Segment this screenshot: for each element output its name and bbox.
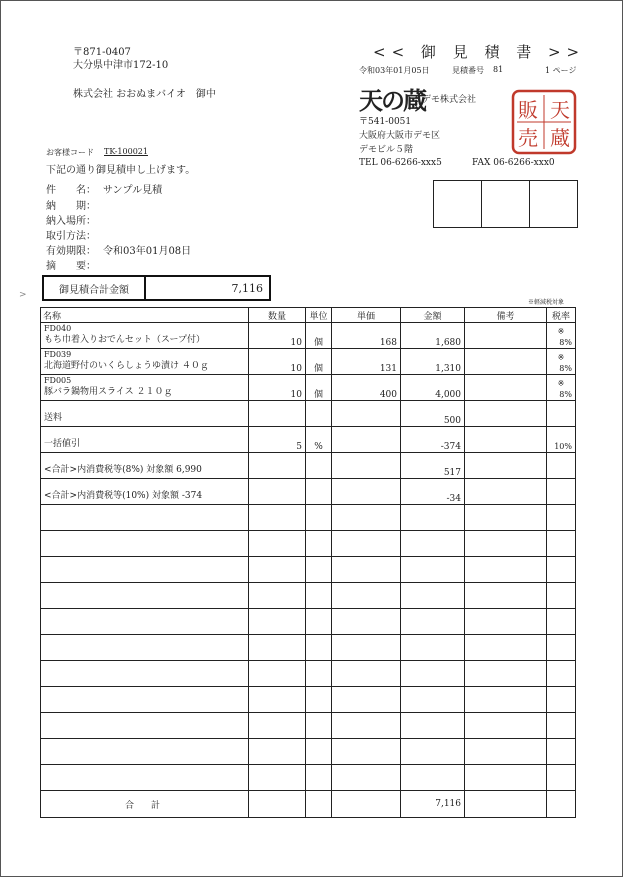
item-remark (465, 765, 547, 791)
item-name-cell (41, 661, 249, 687)
item-price (332, 661, 401, 687)
item-amount (401, 687, 465, 713)
col-header-price: 単価 (332, 308, 401, 323)
table-row (41, 531, 576, 557)
issuer-postal: 〒541-0051 (359, 117, 412, 127)
field-label: 取引方法： (46, 231, 96, 242)
item-qty (249, 713, 306, 739)
item-unit (306, 687, 332, 713)
issuer-address: 大阪府大阪市デモ区 (359, 131, 441, 141)
page-number: 1 ページ (545, 66, 577, 75)
item-tax-cell (547, 505, 576, 531)
table-row (41, 427, 576, 453)
table-row (41, 453, 576, 479)
item-remark (465, 531, 547, 557)
svg-text:天: 天 (550, 98, 570, 122)
item-tax-rate: 10% (554, 442, 572, 451)
item-unit (306, 583, 332, 609)
item-tax-cell (547, 687, 576, 713)
issuer-logo: 天の蔵 (359, 86, 425, 115)
item-unit (306, 531, 332, 557)
item-amount (401, 635, 465, 661)
item-amount: -34 (401, 479, 465, 505)
field-value: 令和03年01月08日 (103, 246, 192, 257)
item-amount (401, 739, 465, 765)
table-body (41, 323, 576, 791)
item-name: 送料 (44, 413, 63, 423)
item-name: 豚バラ鍋物用スライス ２１０ｇ (44, 387, 173, 397)
item-price (332, 609, 401, 635)
item-tax-rate: 8% (559, 338, 572, 347)
reduced-tax-note: ※軽減税対象 (528, 299, 565, 306)
item-amount (401, 583, 465, 609)
item-amount (401, 609, 465, 635)
item-qty (249, 765, 306, 791)
item-tax-cell (547, 765, 576, 791)
item-name-cell (41, 583, 249, 609)
total-amount: 7,116 (401, 791, 465, 818)
item-unit (306, 401, 332, 427)
table-row (41, 557, 576, 583)
table-row (41, 401, 576, 427)
recipient-address: 大分県中津市172-10 (73, 60, 169, 71)
item-remark (465, 479, 547, 505)
item-qty (249, 687, 306, 713)
item-tax-cell (547, 401, 576, 427)
item-name-cell (41, 687, 249, 713)
item-tax-rate: 8% (559, 390, 572, 399)
item-price (332, 401, 401, 427)
item-price (332, 427, 401, 453)
table-row (41, 635, 576, 661)
item-qty (249, 531, 306, 557)
item-tax-cell (547, 375, 576, 401)
item-price (332, 713, 401, 739)
stamp-box (482, 181, 530, 227)
item-unit (306, 635, 332, 661)
item-price: 168 (332, 323, 401, 349)
svg-text:蔵: 蔵 (550, 126, 570, 150)
quotation-table (40, 307, 576, 818)
col-header-name: 名称 (41, 308, 249, 323)
item-qty: 10 (249, 375, 306, 401)
item-qty (249, 557, 306, 583)
item-price (332, 635, 401, 661)
item-name-cell (41, 427, 249, 453)
item-price: 400 (332, 375, 401, 401)
item-qty (249, 479, 306, 505)
table-row (41, 765, 576, 791)
issuer-company: デモ株式会社 (422, 95, 477, 105)
issuer-fax: FAX 06-6266-xxx0 (472, 158, 555, 168)
company-seal (511, 89, 577, 155)
item-unit (306, 453, 332, 479)
item-tax-cell (547, 323, 576, 349)
item-name: 北海道野付のいくらしょうゆ漬け ４０ｇ (44, 361, 209, 371)
item-name-cell (41, 609, 249, 635)
col-header-tax: 税率 (547, 308, 576, 323)
item-name-cell (41, 505, 249, 531)
item-remark (465, 401, 547, 427)
item-code: FD005 (44, 376, 72, 385)
table-row (41, 739, 576, 765)
item-name-cell (41, 323, 249, 349)
item-remark (465, 505, 547, 531)
recipient-company: 株式会社 おおぬまバイオ 御中 (73, 89, 216, 100)
item-name-cell (41, 531, 249, 557)
field-label: 摘 要： (46, 261, 96, 272)
field-label: 件 名： (46, 185, 96, 196)
item-remark (465, 323, 547, 349)
recipient-postal: 〒871-0407 (73, 47, 131, 58)
total-row (41, 791, 576, 818)
item-tax-cell (547, 661, 576, 687)
item-price (332, 765, 401, 791)
item-name-cell (41, 401, 249, 427)
item-tax-cell (547, 609, 576, 635)
customer-code-label: お客様コード (46, 148, 94, 157)
item-price (332, 687, 401, 713)
total-label: 合 計 (41, 791, 249, 818)
item-tax-cell (547, 583, 576, 609)
grand-total-box (42, 275, 271, 301)
quote-no: 81 (493, 65, 504, 74)
item-remark (465, 453, 547, 479)
item-amount (401, 765, 465, 791)
item-unit (306, 609, 332, 635)
table-row (41, 687, 576, 713)
item-name-cell (41, 713, 249, 739)
item-tax-cell (547, 635, 576, 661)
quote-no-label: 見積番号 (452, 66, 484, 75)
reduced-tax-mark: ※ (557, 379, 565, 388)
item-qty (249, 505, 306, 531)
item-price (332, 453, 401, 479)
item-code: FD040 (44, 324, 72, 333)
table-row (41, 375, 576, 401)
field-label: 納 期： (46, 201, 96, 212)
stamp-box (434, 181, 482, 227)
col-header-amount: 金額 (401, 308, 465, 323)
item-qty: 10 (249, 323, 306, 349)
col-header-unit: 単位 (306, 308, 332, 323)
quote-date: 令和03年01月05日 (359, 66, 430, 75)
col-header-remark: 備考 (465, 308, 547, 323)
item-price: 131 (332, 349, 401, 375)
item-price (332, 531, 401, 557)
item-amount: -374 (401, 427, 465, 453)
row-marker: > (19, 290, 27, 300)
item-amount: 1,310 (401, 349, 465, 375)
item-qty: 5 (249, 427, 306, 453)
item-remark (465, 375, 547, 401)
item-name-cell (41, 479, 249, 505)
reduced-tax-mark: ※ (557, 327, 565, 336)
item-qty: 10 (249, 349, 306, 375)
table-row (41, 505, 576, 531)
grand-total-label: 御見積合計金額 (44, 277, 146, 299)
item-name: もち巾着入りおでんセット（スープ付） (44, 335, 206, 345)
item-price (332, 557, 401, 583)
reduced-tax-mark: ※ (557, 353, 565, 362)
intro-text: 下記の通り御見積申し上げます。 (46, 165, 196, 176)
item-tax-cell (547, 557, 576, 583)
item-unit: 個 (306, 349, 332, 375)
item-remark (465, 349, 547, 375)
item-tax-cell (547, 453, 576, 479)
issuer-tel: TEL 06-6266-xxx5 (359, 158, 442, 168)
issuer-building: デモビル５階 (359, 145, 414, 155)
page-title: << 御 見 積 書 >> (373, 43, 586, 61)
item-qty (249, 661, 306, 687)
item-remark (465, 635, 547, 661)
field-value: サンプル見積 (103, 185, 163, 196)
item-name-cell (41, 635, 249, 661)
item-unit (306, 479, 332, 505)
item-unit: 個 (306, 323, 332, 349)
item-unit (306, 661, 332, 687)
item-tax-cell (547, 739, 576, 765)
item-name-cell (41, 375, 249, 401)
item-qty (249, 609, 306, 635)
item-name: 一括値引 (44, 439, 81, 449)
item-name-cell (41, 349, 249, 375)
item-qty (249, 739, 306, 765)
item-tax-cell (547, 713, 576, 739)
item-unit (306, 739, 332, 765)
table-row (41, 609, 576, 635)
item-price (332, 583, 401, 609)
item-unit: 個 (306, 375, 332, 401)
item-remark (465, 427, 547, 453)
item-amount (401, 661, 465, 687)
item-remark (465, 661, 547, 687)
item-tax-rate: 8% (559, 364, 572, 373)
item-amount (401, 713, 465, 739)
item-code: FD039 (44, 350, 72, 359)
field-label: 納入場所： (46, 216, 96, 227)
item-unit (306, 557, 332, 583)
col-header-qty: 数量 (249, 308, 306, 323)
stamp-box (530, 181, 577, 227)
item-price (332, 479, 401, 505)
table-row (41, 583, 576, 609)
item-remark (465, 609, 547, 635)
svg-text:売: 売 (518, 126, 538, 150)
item-qty (249, 401, 306, 427)
item-name: <合計>内消費税等(10%) 対象額 -374 (44, 491, 203, 501)
item-tax-cell (547, 531, 576, 557)
table-row (41, 713, 576, 739)
item-amount (401, 531, 465, 557)
item-remark (465, 687, 547, 713)
svg-text:販: 販 (518, 98, 538, 122)
table-row (41, 349, 576, 375)
item-remark (465, 739, 547, 765)
item-price (332, 505, 401, 531)
item-amount: 517 (401, 453, 465, 479)
item-unit: % (306, 427, 332, 453)
item-amount (401, 557, 465, 583)
table-row (41, 479, 576, 505)
field-label: 有効期限： (46, 246, 96, 257)
item-amount: 4,000 (401, 375, 465, 401)
customer-code: TK-100021 (104, 147, 148, 156)
item-qty (249, 635, 306, 661)
item-amount: 500 (401, 401, 465, 427)
item-amount: 1,680 (401, 323, 465, 349)
item-name-cell (41, 739, 249, 765)
item-tax-cell (547, 349, 576, 375)
item-unit (306, 505, 332, 531)
item-qty (249, 453, 306, 479)
item-remark (465, 583, 547, 609)
item-remark (465, 713, 547, 739)
item-tax-cell (547, 479, 576, 505)
item-name-cell (41, 453, 249, 479)
item-qty (249, 583, 306, 609)
item-unit (306, 713, 332, 739)
approval-stamp-boxes (433, 180, 578, 228)
table-row (41, 661, 576, 687)
item-amount (401, 505, 465, 531)
item-remark (465, 557, 547, 583)
item-name: <合計>内消費税等(8%) 対象額 6,990 (44, 465, 202, 475)
item-unit (306, 765, 332, 791)
item-price (332, 739, 401, 765)
item-name-cell (41, 765, 249, 791)
item-name-cell (41, 557, 249, 583)
grand-total-value: 7,116 (231, 281, 263, 295)
table-row (41, 323, 576, 349)
item-tax-cell (547, 427, 576, 453)
